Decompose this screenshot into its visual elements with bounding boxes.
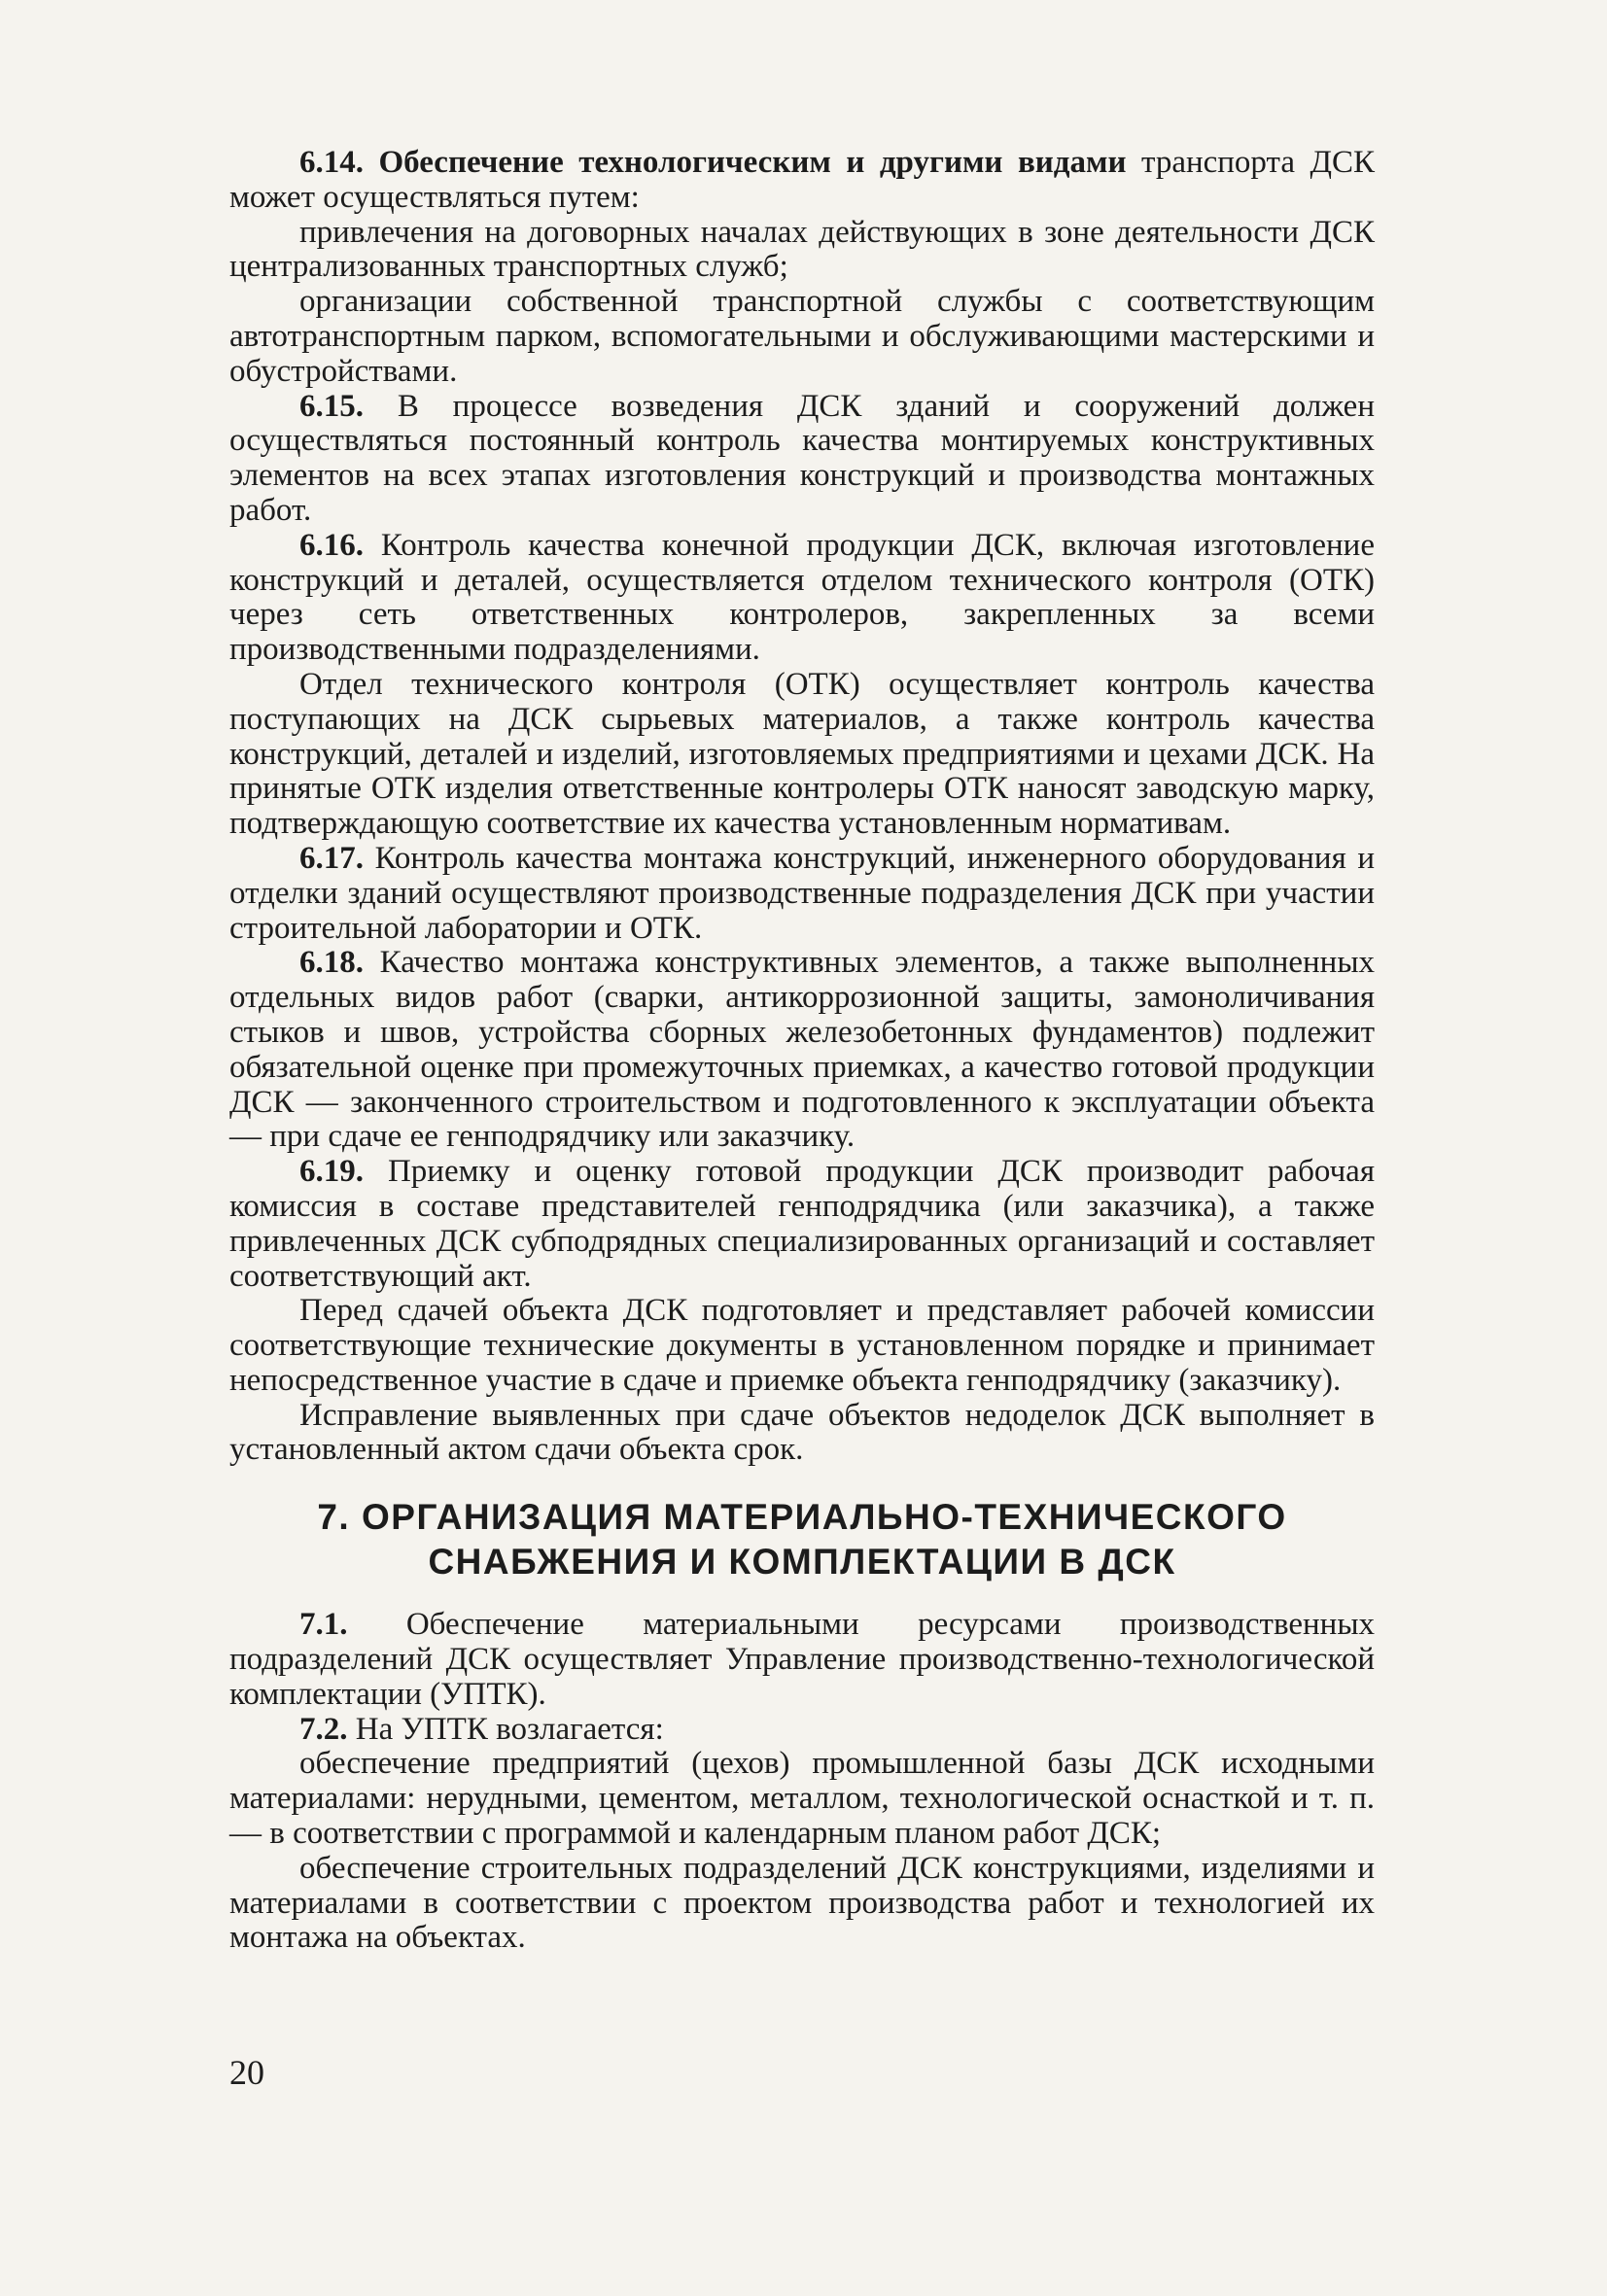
paragraph-6-16-otk [229, 668, 1375, 842]
paragraph-6-18 [229, 946, 1375, 1155]
paragraph-7-2 [229, 1713, 1375, 1748]
clause-text: Перед сдачей объекта ДСК подготовляет и представляет рабочей комиссии соответствующие технические документы в установленном порядке и принимает непосредственное участие в сдаче и приемке объекта генподрядчику (заказчику). [229, 1293, 1375, 1398]
clause-text: организации собственной транспортной службы с соответствующим автотранспортным парком, вспомогательными и обслуживающими мастерскими и обустройствами. [229, 284, 1375, 389]
section-7-heading [229, 1495, 1375, 1584]
clause-text: Качество монтажа конструктивных элементов, а также выполненных отдельных видов работ (сварки, антикоррозионной защиты, замоноличивания стыков и швов, устройства сборных железобетонных фундаментов) подлежит обязательной оценке при промежуточных приемках, а качество готовой продукции ДСК — законченного строительством и подготовленного к эксплуатации объекта — при сдаче ее генподрядчику или заказчику. [229, 945, 1375, 1155]
paragraph-7-2-item-2 [229, 1852, 1375, 1956]
clause-text: Приемку и оценку готовой продукции ДСК производит рабочая комиссия в составе представителей генподрядчика (или заказчика), а также привлеченных ДСК субподрядных специализированных организаций и составляет соответствующий акт. [229, 1154, 1375, 1294]
paragraph-7-2-item-1 [229, 1747, 1375, 1851]
heading-line-1: 7. ОРГАНИЗАЦИЯ МАТЕРИАЛЬНО-ТЕХНИЧЕСКОГО [317, 1497, 1287, 1538]
clause-number: 7.1. [299, 1607, 348, 1643]
clause-number: 7.2. [299, 1711, 348, 1747]
paragraph-6-14 [229, 146, 1375, 216]
clause-text: Контроль качества монтажа конструкций, инженерного оборудования и отделки зданий осуществляют производственные подразделения ДСК при участии строительной лаборатории и ОТК. [229, 840, 1375, 946]
page-number: 20 [229, 2053, 264, 2092]
paragraph-6-14-item-2 [229, 285, 1375, 389]
clause-number: 6.17. [299, 840, 364, 876]
paragraph-6-19 [229, 1155, 1375, 1294]
paragraph-6-16 [229, 529, 1375, 668]
clause-text: В процессе возведения ДСК зданий и сооружений должен осуществляться постоянный контроль качества монтируемых конструктивных элементов на всех этапах изготовления конструкций и производства монтажных работ. [229, 388, 1375, 528]
clause-text: Исправление выявленных при сдаче объектов недоделок ДСК выполняет в установленный актом сдачи объекта срок. [229, 1397, 1375, 1468]
clause-text: обеспечение строительных подразделений ДСК конструкциями, изделиями и материалами в соответствии с проектом производства работ и технологией их монтажа на объектах. [229, 1850, 1375, 1956]
paragraph-6-19-handover [229, 1294, 1375, 1398]
clause-number: 6.14. [299, 145, 364, 180]
clause-text: На УПТК возлагается: [347, 1711, 664, 1747]
paragraph-6-15 [229, 390, 1375, 529]
clause-text: Отдел технического контроля (ОТК) осуществляет контроль качества поступающих на ДСК сырьевых материалов, а также контроль качества конструкций, деталей и изделий, изготовляемых предприятиями и цехами ДСК. На принятые ОТК изделия ответственные контролеры ОТК наносят заводскую марку, подтверждающую соответствие их качества установленным нормативам. [229, 666, 1375, 842]
clause-text: Обеспечение материальными ресурсами производственных подразделений ДСК осуществляет Управление производственно-технологической комплектации (УПТК). [229, 1607, 1375, 1712]
clause-text: Контроль качества конечной продукции ДСК, включая изготовление конструкций и деталей, осуществляется отделом технического контроля (ОТК) через сеть ответственных контролеров, закрепленных за всеми производственными подразделениями. [229, 527, 1375, 668]
paragraph-6-17 [229, 842, 1375, 946]
clause-text: привлечения на договорных началах действующих в зоне деятельности ДСК централизованных транспортных служб; [229, 214, 1375, 285]
clause-number: 6.15. [299, 388, 364, 424]
paragraph-6-14-item-1 [229, 216, 1375, 286]
clause-text: транспорта ДСК может осуществляться путем: [229, 145, 1375, 215]
paragraph-7-1 [229, 1608, 1375, 1712]
clause-lead: Обеспечение технологическим и другими видами [378, 145, 1127, 180]
clause-number: 6.18. [299, 945, 364, 981]
paragraph-6-19-defects [229, 1399, 1375, 1469]
heading-line-2: СНАБЖЕНИЯ И КОМПЛЕКТАЦИИ В ДСК [428, 1542, 1176, 1583]
clause-number: 6.19. [299, 1154, 364, 1190]
page-body [229, 146, 1375, 1956]
clause-number: 6.16. [299, 527, 364, 563]
clause-text: обеспечение предприятий (цехов) промышленной базы ДСК исходными материалами: нерудными, цементом, металлом, технологической оснасткой и т. п. — в соответствии с программой и календарным планом работ ДСК; [229, 1746, 1375, 1852]
